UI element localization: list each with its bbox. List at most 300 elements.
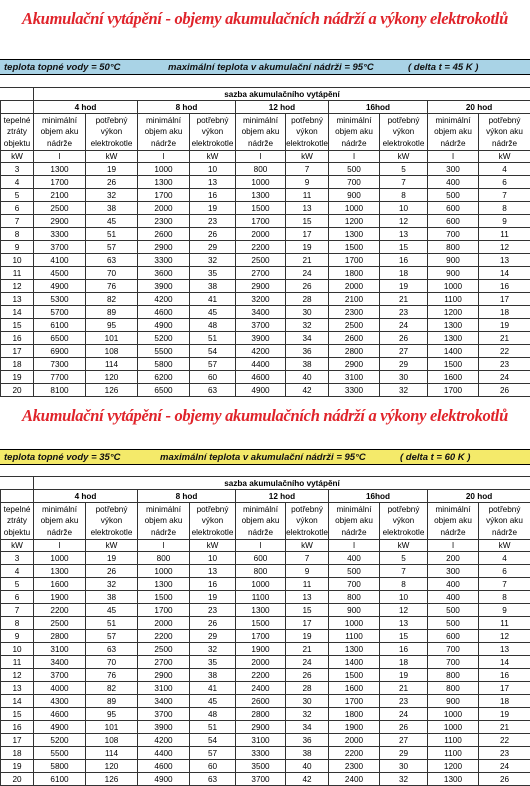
value-cell: 63 [86,643,138,656]
value-cell: 23 [190,604,236,617]
value-cell: 2000 [138,202,190,215]
page-title: Akumulační vytápění - objemy akumulačních nádrží a výkony elektrokotlů [0,0,530,38]
value-cell: 7700 [34,371,86,384]
unit-cell: l [236,151,286,163]
value-cell: 2400 [236,682,286,695]
value-cell: 800 [428,241,479,254]
value-cell: 2300 [329,760,380,773]
value-cell: 1900 [34,591,86,604]
value-cell: 3900 [138,280,190,293]
data-table [0,476,530,786]
value-cell: 1700 [329,254,380,267]
value-cell: 101 [86,332,138,345]
value-cell: 2500 [34,202,86,215]
period-header: 16hod [329,490,428,503]
value-cell: 700 [428,228,479,241]
value-cell: 800 [428,682,479,695]
value-cell: 1000 [34,552,86,565]
value-cell: 13 [286,591,329,604]
value-cell: 1000 [236,176,286,189]
value-cell: 1700 [329,695,380,708]
value-cell: 38 [86,202,138,215]
value-cell: 21 [286,643,329,656]
water-temp-label: teplota topné vody = 35°C [4,452,121,463]
value-cell: 15 [380,241,428,254]
col-desc-power: potřebný výkon elektrokotle [286,503,329,540]
value-cell: 3700 [236,773,286,786]
heat-loss-cell: 20 [1,773,34,786]
table-row [1,617,530,630]
value-cell: 2000 [329,280,380,293]
water-temp-label: teplota topné vody = 50°C [4,62,121,73]
value-cell: 3700 [236,319,286,332]
value-cell: 38 [86,591,138,604]
group-header: sazba akumulačního vytápění [34,88,530,101]
col-desc-power: potřebný výkon elektrokotle [86,114,138,151]
col-desc-power: potřebný výkon elektrokotle [190,503,236,540]
table-row [1,319,530,332]
table-row [1,656,530,669]
period-header: 16hod [329,101,428,114]
value-cell: 63 [86,254,138,267]
table-row [1,280,530,293]
value-cell: 1600 [428,371,479,384]
value-cell: 32 [190,254,236,267]
value-cell: 7 [479,578,530,591]
heat-loss-cell: 11 [1,656,34,669]
value-cell: 57 [86,241,138,254]
value-cell: 1100 [428,734,479,747]
value-cell: 3300 [138,254,190,267]
heat-loss-cell: 12 [1,280,34,293]
value-cell: 10 [380,202,428,215]
value-cell: 120 [86,371,138,384]
value-cell: 1500 [428,358,479,371]
value-cell: 11 [479,228,530,241]
heat-loss-cell: 3 [1,552,34,565]
value-cell: 21 [479,332,530,345]
value-cell: 42 [286,384,329,397]
value-cell: 1300 [329,643,380,656]
value-cell: 63 [190,384,236,397]
value-cell: 4900 [138,773,190,786]
heat-loss-cell: 8 [1,617,34,630]
value-cell: 8 [479,591,530,604]
value-cell: 12 [479,630,530,643]
value-cell: 700 [329,578,380,591]
period-header: 12 hod [236,490,329,503]
value-cell: 19 [86,552,138,565]
value-cell: 51 [190,721,236,734]
value-cell: 6 [479,176,530,189]
value-cell: 35 [190,267,236,280]
blank-cell [1,477,34,490]
table-row [1,760,530,773]
value-cell: 1100 [329,630,380,643]
value-cell: 16 [190,189,236,202]
value-cell: 2000 [138,617,190,630]
value-cell: 120 [86,760,138,773]
value-cell: 3900 [138,721,190,734]
value-cell: 2100 [34,189,86,202]
value-cell: 29 [190,630,236,643]
unit-cell: l [34,151,86,163]
value-cell: 27 [380,734,428,747]
table-row [1,293,530,306]
period-header: 4 hod [34,101,138,114]
value-cell: 57 [190,747,236,760]
unit-cell: kW [86,540,138,552]
value-cell: 1200 [428,306,479,319]
table-row [1,215,530,228]
value-cell: 108 [86,734,138,747]
value-cell: 26 [479,384,530,397]
value-cell: 5500 [34,747,86,760]
value-cell: 7 [286,163,329,176]
table-row [1,591,530,604]
unit-cell: kW [479,540,530,552]
value-cell: 28 [286,682,329,695]
period-header: 20 hod [428,490,530,503]
unit-cell: l [428,540,479,552]
value-cell: 5200 [138,332,190,345]
heat-loss-cell: 4 [1,565,34,578]
value-cell: 5700 [34,306,86,319]
value-cell: 42 [286,773,329,786]
value-cell: 29 [380,358,428,371]
value-cell: 1600 [34,578,86,591]
value-cell: 900 [428,267,479,280]
value-cell: 32 [190,643,236,656]
value-cell: 3400 [236,306,286,319]
col-desc-volume: minimální objem aku nádrže [138,503,190,540]
value-cell: 24 [286,656,329,669]
value-cell: 4200 [138,734,190,747]
value-cell: 600 [428,630,479,643]
heat-loss-cell: 15 [1,708,34,721]
value-cell: 2900 [138,669,190,682]
value-cell: 6500 [138,384,190,397]
value-cell: 17 [286,228,329,241]
value-cell: 16 [380,643,428,656]
value-cell: 15 [286,604,329,617]
value-cell: 19 [380,280,428,293]
value-cell: 500 [329,163,380,176]
value-cell: 900 [329,604,380,617]
value-cell: 3900 [236,332,286,345]
value-cell: 900 [329,189,380,202]
table-row [1,643,530,656]
value-cell: 26 [190,617,236,630]
table-row [1,345,530,358]
value-cell: 38 [190,280,236,293]
value-cell: 27 [380,345,428,358]
value-cell: 101 [86,721,138,734]
value-cell: 7 [380,565,428,578]
value-cell: 1500 [329,241,380,254]
value-cell: 95 [86,319,138,332]
value-cell: 3300 [236,747,286,760]
value-cell: 28 [286,293,329,306]
table-row [1,773,530,786]
value-cell: 1900 [236,643,286,656]
value-cell: 1100 [428,293,479,306]
value-cell: 5500 [138,345,190,358]
value-cell: 2000 [236,228,286,241]
value-cell: 29 [380,747,428,760]
value-cell: 4200 [138,293,190,306]
value-cell: 48 [190,708,236,721]
value-cell: 2900 [138,241,190,254]
value-cell: 26 [286,669,329,682]
heat-loss-cell: 4 [1,176,34,189]
value-cell: 30 [286,306,329,319]
value-cell: 13 [286,202,329,215]
value-cell: 1300 [329,228,380,241]
value-cell: 1300 [34,163,86,176]
value-cell: 126 [86,384,138,397]
value-cell: 6 [479,565,530,578]
value-cell: 700 [428,643,479,656]
value-cell: 24 [479,760,530,773]
value-cell: 29 [190,241,236,254]
value-cell: 1300 [236,604,286,617]
value-cell: 2600 [329,332,380,345]
table-row [1,604,530,617]
table-row [1,163,530,176]
value-cell: 21 [380,293,428,306]
value-cell: 3500 [236,760,286,773]
value-cell: 2200 [138,630,190,643]
value-cell: 6100 [34,773,86,786]
value-cell: 7 [479,189,530,202]
table-row [1,578,530,591]
value-cell: 4300 [34,695,86,708]
heat-loss-cell: 15 [1,319,34,332]
unit-cell: l [34,540,86,552]
value-cell: 2200 [329,747,380,760]
value-cell: 4000 [34,682,86,695]
value-cell: 89 [86,306,138,319]
unit-cell: kW [380,540,428,552]
value-cell: 1400 [329,656,380,669]
heat-loss-cell: 12 [1,669,34,682]
unit-cell: l [428,151,479,163]
period-header: 8 hod [138,101,236,114]
value-cell: 15 [286,215,329,228]
value-cell: 4600 [34,708,86,721]
value-cell: 14 [479,656,530,669]
value-cell: 2900 [236,721,286,734]
value-cell: 8100 [34,384,86,397]
value-cell: 14 [479,267,530,280]
value-cell: 4400 [236,358,286,371]
unit-cell: l [236,540,286,552]
value-cell: 1100 [236,591,286,604]
unit-cell: l [138,540,190,552]
table-row [1,254,530,267]
table-row [1,241,530,254]
value-cell: 19 [380,669,428,682]
value-cell: 26 [380,721,428,734]
value-cell: 2600 [138,228,190,241]
value-cell: 1000 [428,721,479,734]
table-row [1,682,530,695]
value-cell: 2300 [329,306,380,319]
value-cell: 400 [428,591,479,604]
value-cell: 38 [286,358,329,371]
table-row [1,708,530,721]
heat-loss-cell: 7 [1,215,34,228]
value-cell: 51 [86,228,138,241]
value-cell: 6100 [34,319,86,332]
value-cell: 23 [380,306,428,319]
value-cell: 2700 [138,656,190,669]
table-row [1,189,530,202]
period-header: 20 hod [428,101,530,114]
unit-cell: l [138,151,190,163]
value-cell: 19 [479,708,530,721]
value-cell: 1300 [34,565,86,578]
value-cell: 2900 [329,358,380,371]
value-cell: 7300 [34,358,86,371]
heat-loss-cell: 10 [1,254,34,267]
value-cell: 2800 [34,630,86,643]
col-desc-heat-loss: tepelné ztráty objektu [1,114,34,151]
value-cell: 1500 [329,669,380,682]
value-cell: 1000 [329,617,380,630]
value-cell: 1300 [428,332,479,345]
value-cell: 2200 [34,604,86,617]
value-cell: 41 [190,293,236,306]
value-cell: 2200 [236,669,286,682]
heat-loss-cell: 17 [1,734,34,747]
table-row [1,202,530,215]
value-cell: 30 [380,371,428,384]
value-cell: 24 [286,267,329,280]
value-cell: 36 [286,734,329,747]
heat-loss-cell: 11 [1,267,34,280]
value-cell: 3200 [236,293,286,306]
value-cell: 9 [479,215,530,228]
value-cell: 57 [190,358,236,371]
table-block-35c [0,397,530,786]
value-cell: 1300 [428,319,479,332]
col-desc-volume: minimální objem aku nádrže [138,114,190,151]
value-cell: 26 [286,280,329,293]
value-cell: 32 [380,773,428,786]
col-desc-power: potřebný výkon elektrokotle [380,114,428,151]
value-cell: 24 [479,371,530,384]
value-cell: 126 [86,773,138,786]
value-cell: 9 [286,565,329,578]
value-cell: 1400 [428,345,479,358]
value-cell: 3400 [34,656,86,669]
value-cell: 800 [329,591,380,604]
value-cell: 400 [329,552,380,565]
unit-cell: kW [190,540,236,552]
value-cell: 500 [428,189,479,202]
value-cell: 2900 [236,280,286,293]
value-cell: 35 [190,656,236,669]
value-cell: 89 [86,695,138,708]
heat-loss-cell: 6 [1,591,34,604]
heat-loss-cell: 16 [1,721,34,734]
value-cell: 21 [286,254,329,267]
value-cell: 19 [479,319,530,332]
max-temp-label: maximální teplota v akumulační nádrži = 95°C [160,452,366,463]
value-cell: 2400 [329,773,380,786]
col-desc-power: potřebný výkon aku nádrže [479,503,530,540]
table-row [1,565,530,578]
value-cell: 54 [190,734,236,747]
value-cell: 8 [380,578,428,591]
value-cell: 18 [479,695,530,708]
value-cell: 18 [380,267,428,280]
col-desc-heat-loss: tepelné ztráty objektu [1,503,34,540]
value-cell: 600 [428,215,479,228]
value-cell: 5 [380,163,428,176]
col-desc-power: potřebný výkon elektrokotle [380,503,428,540]
value-cell: 45 [190,695,236,708]
col-desc-volume: minimální objem aku nádrže [428,114,479,151]
value-cell: 3100 [236,734,286,747]
col-desc-volume: minimální objem aku nádrže [329,503,380,540]
value-cell: 60 [190,371,236,384]
page-title: Akumulační vytápění - objemy akumulačních nádrží a výkony elektrokotlů [0,397,530,435]
table-row [1,747,530,760]
heat-loss-cell: 18 [1,358,34,371]
col-desc-power: potřebný výkon elektrokotle [286,114,329,151]
value-cell: 1800 [329,267,380,280]
value-cell: 4100 [34,254,86,267]
value-cell: 19 [190,591,236,604]
value-cell: 60 [190,760,236,773]
value-cell: 600 [236,552,286,565]
value-cell: 34 [286,332,329,345]
value-cell: 7 [380,176,428,189]
heat-loss-cell: 7 [1,604,34,617]
heat-loss-cell: 3 [1,163,34,176]
value-cell: 114 [86,747,138,760]
value-cell: 1300 [236,189,286,202]
value-cell: 76 [86,280,138,293]
heat-loss-cell: 13 [1,293,34,306]
value-cell: 5800 [138,358,190,371]
value-cell: 2500 [329,319,380,332]
value-cell: 700 [329,176,380,189]
value-cell: 17 [479,682,530,695]
value-cell: 4 [479,163,530,176]
value-cell: 3300 [329,384,380,397]
unit-cell: kW [380,151,428,163]
value-cell: 2600 [236,695,286,708]
col-desc-volume: minimální objem aku nádrže [236,114,286,151]
table-row [1,332,530,345]
heat-loss-cell: 9 [1,241,34,254]
value-cell: 4500 [34,267,86,280]
value-cell: 30 [286,695,329,708]
value-cell: 51 [86,617,138,630]
value-cell: 41 [190,682,236,695]
value-cell: 4900 [34,721,86,734]
period-header: 12 hod [236,101,329,114]
heat-loss-cell: 17 [1,345,34,358]
value-cell: 4900 [34,280,86,293]
value-cell: 1000 [138,565,190,578]
value-cell: 3700 [138,708,190,721]
value-cell: 12 [380,215,428,228]
